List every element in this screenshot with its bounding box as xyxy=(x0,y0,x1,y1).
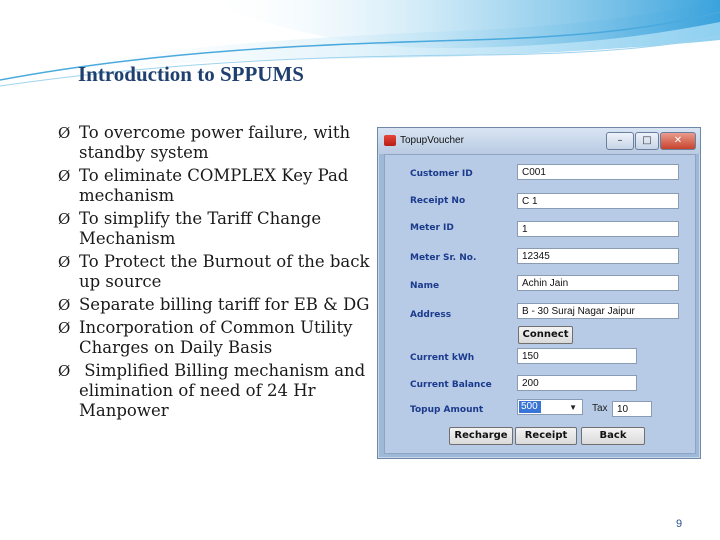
bullet-item: Ø To overcome power failure, with standby system xyxy=(58,123,351,162)
current-balance-field[interactable]: 200 xyxy=(517,375,637,391)
topup-amount-value: 500 xyxy=(519,401,541,413)
arrow-bullet-icon: Ø xyxy=(58,362,71,380)
receipt-no-field[interactable]: C 1 xyxy=(517,193,679,209)
topup-amount-select[interactable] xyxy=(517,399,583,415)
receipt-button[interactable]: Receipt xyxy=(515,427,577,445)
chevron-down-icon[interactable]: ▼ xyxy=(569,403,577,412)
current-kwh-label: Current kWh xyxy=(410,353,475,363)
bullet-item: Ø Incorporation of Common Utility Charges on Daily Basis xyxy=(58,318,353,357)
receipt-no-label: Receipt No xyxy=(410,196,466,206)
bullet-item: Ø To simplify the Tariff Change Mechanism xyxy=(58,209,322,248)
tax-field[interactable]: 10 xyxy=(612,401,652,417)
arrow-bullet-icon: Ø xyxy=(58,253,71,271)
bullet-item: Ø Simplified Billing mechanism and elimination of need of 24 Hr Manpower xyxy=(58,361,371,420)
close-icon[interactable]: ✕ xyxy=(660,132,696,150)
form-client-area xyxy=(384,154,696,454)
current-kwh-field[interactable]: 150 xyxy=(517,348,637,364)
meter-id-field[interactable]: 1 xyxy=(517,221,679,237)
arrow-bullet-icon: Ø xyxy=(58,296,71,314)
window-titlebar[interactable] xyxy=(378,128,700,154)
recharge-button[interactable]: Recharge xyxy=(449,427,513,445)
arrow-bullet-icon: Ø xyxy=(58,124,71,142)
name-field[interactable]: Achin Jain xyxy=(517,275,679,291)
window-title: TopupVoucher xyxy=(400,135,464,146)
meter-sr-no-field[interactable]: 12345 xyxy=(517,248,679,264)
bullet-item: Ø Separate billing tariff for EB & DG xyxy=(58,295,370,314)
tax-label: Tax xyxy=(592,403,608,414)
back-button[interactable]: Back xyxy=(581,427,645,445)
app-icon xyxy=(384,135,396,146)
bullet-item: Ø To eliminate COMPLEX Key Pad mechanism xyxy=(58,166,349,205)
topup-voucher-window xyxy=(377,127,701,459)
arrow-bullet-icon: Ø xyxy=(58,319,71,337)
page-number: 9 xyxy=(676,518,683,530)
address-field[interactable]: B - 30 Suraj Nagar Jaipur xyxy=(517,303,679,319)
bullet-list xyxy=(58,123,376,424)
minimize-icon[interactable]: – xyxy=(606,132,634,150)
maximize-icon[interactable]: □ xyxy=(635,132,659,150)
arrow-bullet-icon: Ø xyxy=(58,210,71,228)
address-label: Address xyxy=(410,310,452,320)
customer-id-field[interactable]: C001 xyxy=(517,164,679,180)
connect-button[interactable]: Connect xyxy=(518,326,573,344)
meter-id-label: Meter ID xyxy=(410,223,454,233)
customer-id-label: Customer ID xyxy=(410,169,473,179)
current-balance-label: Current Balance xyxy=(410,380,492,390)
bullet-item: Ø To Protect the Burnout of the back up source xyxy=(58,252,370,291)
meter-sr-no-label: Meter Sr. No. xyxy=(410,253,477,263)
slide-title: Introduction to SPPUMS xyxy=(78,62,304,86)
name-label: Name xyxy=(410,281,440,291)
arrow-bullet-icon: Ø xyxy=(58,167,71,185)
topup-amount-label: Topup Amount xyxy=(410,405,484,415)
